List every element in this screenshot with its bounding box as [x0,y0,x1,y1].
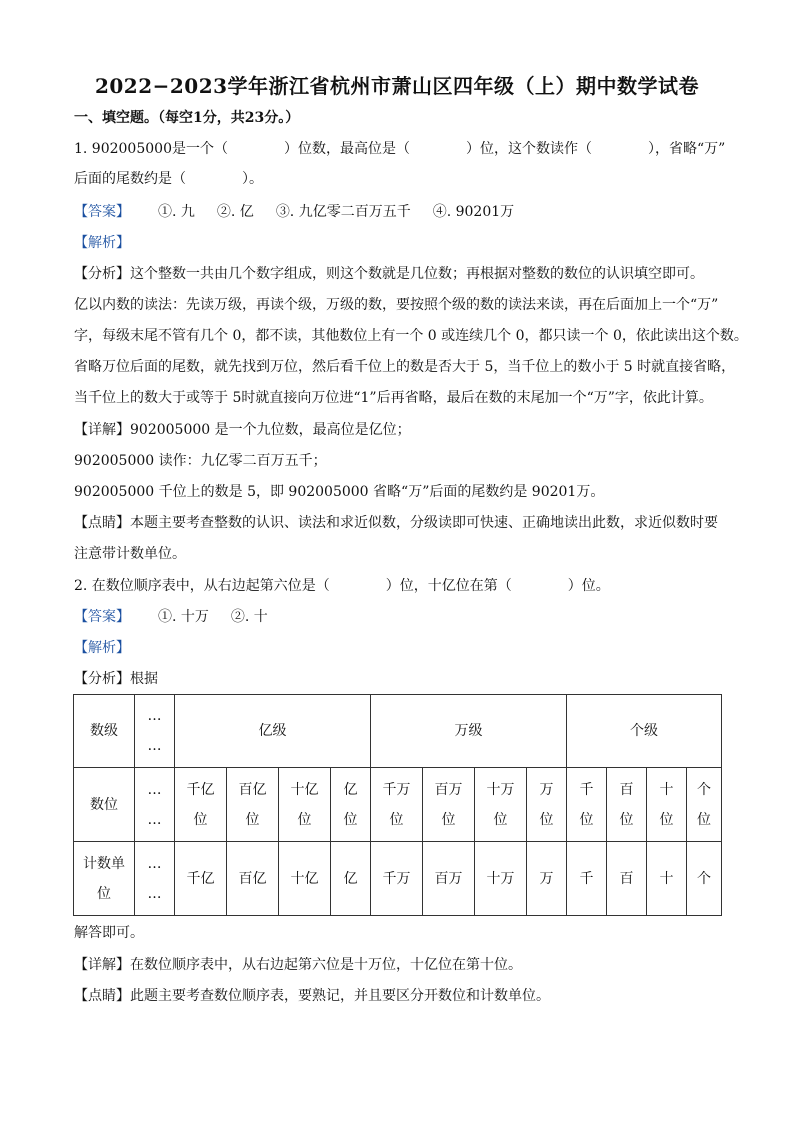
group-cell: 亿级 [175,695,371,768]
place-value-table [73,694,722,916]
after-table-line: 解答即可。 [74,925,144,941]
table-row [74,695,722,768]
table-cell: 十 [647,842,687,916]
ellipsis: … [147,708,162,724]
detail-text: 在数位顺序表中，从右边起第六位是十万位，十亿位在第十位。 [130,957,522,973]
analysis-line: 当千位上的数大于或等于 5时就直接向万位进“1”后再省略，最后在数的末尾加一个“万”字，依此计算。 [74,390,713,406]
table-cell: 万 [527,842,567,916]
table-cell: 千 [567,842,607,916]
table-cell: 千亿 [175,842,227,916]
cell-text: 百万 [434,781,463,798]
analysis-line: 字，每级末尾不管有几个 0，都不读，其他数位上有一个 0 或连续几个 0，都只读一个 0，依此读出这个数。 [74,328,748,344]
cell-text: 位 [493,811,508,828]
analysis-line [74,669,158,689]
ellipsis-cell [135,768,175,842]
fenxi-tag: 【分析】 [74,671,130,687]
answer-item: ①. 九 [158,204,195,220]
ellipsis: … [147,781,162,798]
answer-item: ②. 十 [230,609,268,625]
detail-tag: 【详解】 [74,957,130,973]
table-cell: 百亿 [227,842,279,916]
cell-text: 千万 [382,781,411,798]
table-cell [527,768,567,842]
cell-text: 亿 [343,781,358,798]
answer-tag: 【答案】 [74,609,130,625]
cell-text: 位 [697,811,711,828]
cell-text: 位 [343,811,358,828]
detail-line [74,955,522,975]
ellipsis: … [147,811,162,828]
cell-text: 十亿 [290,781,319,798]
table-cell: 百 [607,842,647,916]
detail-tag: 【详解】 [74,422,130,438]
page-title: 2022−2023学年浙江省杭州市萧山区四年级（上）期中数学试卷 [94,74,700,98]
analysis-line: 亿以内数的读法：先读万级，再读个级，万级的数，要按照个级的数的读法来读，再在后面加上一个“万” [74,297,719,313]
cell-text: 位 [579,811,594,828]
analysis-tag: 【解析】 [74,640,130,656]
table-row [74,768,722,842]
section-heading: 一、填空题。（每空1分，共23分。） [74,110,300,126]
fenxi-text: 这个整数一共由几个数字组成，则这个数就是几位数；再根据对整数的数位的认识填空即可。 [130,266,704,282]
comment-line: 注意带计数单位。 [74,546,186,562]
comment-text: 本题主要考查整数的认识、读法和求近似数，分级读即可快速、正确地读出此数，求近似数时要 [130,515,718,531]
table-cell: 十亿 [279,842,331,916]
ellipsis-cell [135,695,175,768]
cell-text: 十 [659,781,674,798]
cell-text: 万 [539,781,554,798]
row-header: 数位 [74,768,135,842]
cell-text: 百亿 [238,781,267,798]
comment-text: 此题主要考查数位顺序表，要熟记，并且要区分开数位和计数单位。 [130,988,550,1004]
table-cell [687,768,722,842]
answer-line [74,202,514,222]
table-cell [647,768,687,842]
answer-item: ②. 亿 [216,204,254,220]
cell-text: 位 [97,885,111,902]
table-cell: 个 [687,842,722,916]
detail-line [74,420,411,440]
row-header [74,842,135,916]
table-cell [475,768,527,842]
question-1-line-1: 1. 902005000是一个（ ）位数，最高位是（ ）位，这个数读作（ ），省略“万” [74,141,726,157]
table-cell [175,768,227,842]
table-cell [567,768,607,842]
table-cell [331,768,371,842]
comment-line [74,513,718,533]
ellipsis: … [147,855,162,872]
table-row [74,842,722,916]
cell-text: 千 [579,781,594,798]
table-cell [423,768,475,842]
question-2-line-1: 2. 在数位顺序表中，从右边起第六位是（ ）位，十亿位在第（ ）位。 [74,578,610,594]
answer-line [74,607,268,627]
table-cell: 千万 [371,842,423,916]
group-cell: 个级 [567,695,722,768]
table-cell: 亿 [331,842,371,916]
ellipsis: … [147,885,162,902]
cell-text: 位 [441,811,456,828]
analysis-line: 省略万位后面的尾数，就先找到万位，然后看千位上的数是否大于 5，当千位上的数小于 5 时就直接省略， [74,359,736,375]
detail-text: 902005000 是一个九位数，最高位是亿位； [130,422,411,438]
question-1-line-2: 后面的尾数约是（ ）。 [74,171,263,187]
cell-text: 位 [659,811,674,828]
table-cell [227,768,279,842]
table-cell: 十万 [475,842,527,916]
answer-tag: 【答案】 [74,204,130,220]
detail-line: 902005000 读作：九亿零二百万五千； [74,453,327,469]
cell-text: 十万 [486,781,515,798]
cell-text: 位 [193,811,208,828]
cell-text: 位 [539,811,554,828]
analysis-line [74,264,704,284]
cell-text: 千亿 [186,781,215,798]
table-cell [607,768,647,842]
answer-item: ①. 十万 [158,609,209,625]
cell-text: 位 [619,811,634,828]
comment-tag: 【点睛】 [74,515,130,531]
cell-text: 位 [389,811,404,828]
answer-item: ③. 九亿零二百万五千 [275,204,411,220]
comment-tag: 【点睛】 [74,988,130,1004]
cell-text: 个 [697,781,711,798]
ellipsis: … [147,738,162,754]
table-cell [279,768,331,842]
fenxi-tag: 【分析】 [74,266,130,282]
fenxi-text: 根据 [130,671,158,687]
cell-text: 计数单 [83,855,125,872]
ellipsis-cell [135,842,175,916]
analysis-tag: 【解析】 [74,235,130,251]
row-header: 数级 [74,695,135,768]
cell-text: 位 [245,811,260,828]
table-cell: 百万 [423,842,475,916]
answer-item: ④. 90201万 [432,204,515,220]
comment-line [74,986,550,1006]
table-cell [371,768,423,842]
group-cell: 万级 [371,695,567,768]
cell-text: 位 [297,811,312,828]
detail-line: 902005000 千位上的数是 5，即 902005000 省略“万”后面的尾数约是 90201万。 [74,484,605,500]
cell-text: 百 [619,781,634,798]
